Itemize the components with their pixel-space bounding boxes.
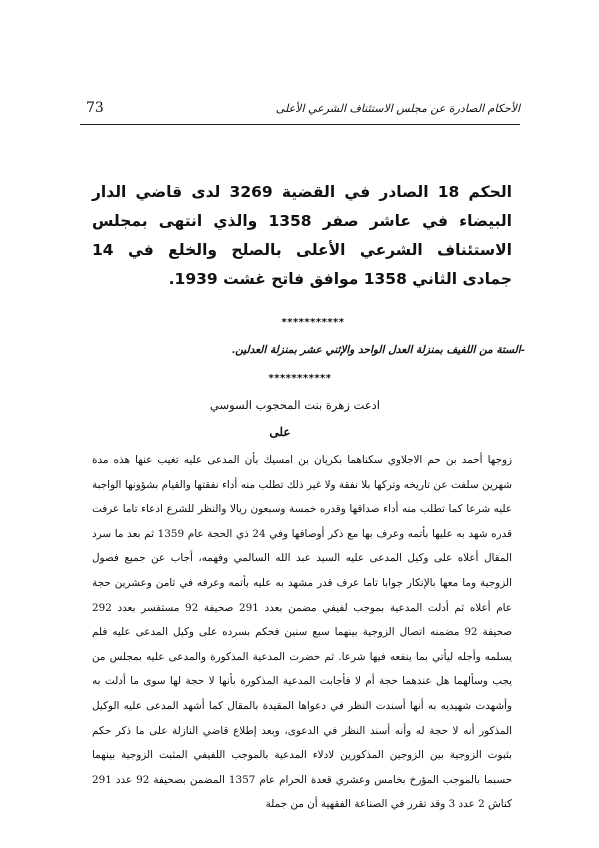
judgment-title: الحكم 18 الصادر في القضية 3269 لدى قاضي الدار البيضاء في عاشر صفر 1358 والذي انتهى بمجلس الاستئناف الشرعي الأعلى بالصلح والخلع في 14 جمادى الثاني 1358 موافق فاتح غشت 1939. — [92, 183, 512, 288]
body-paragraph: زوجها أحمد بن حم الاجلاوي سكناهما بكريان بن امسيك بأن المدعى عليه تغيب عنها هذه مدة شهرين سلفت عن تاريخه وتركها بلا نفقة ولا غير ذلك تطلب منه أداء نفقتها والقيام بشؤونها الواجبة عليه شرعا كما تطلب منه أداء صداقها وقدره خمسة وسبعون ريالا والنظر للشرع ادعاء تاما عرفت قدره شهد به عليها بأتمه وعرف بها مع ذكر أوصافها وفي 24 ذي الحجة عام 1359 ثم بعد ما سرد المقال أعلاه على وكيل المدعى عليه السيد عبد الله السالمي وفهمه، أجاب عن جميع فصول الزوجية وما معها بالإنكار جوابا تاما عرف قدر مشهد به عليه بأتمه وعرفه في ثامن وعشرين حجة عام أعلاه ثم أدلت المدعية بموجب لفيفي مضمن بعدد 291 صحيفة 92 مستفسر بعدد 292 صحيفة 92 مضمنه اتصال الزوجية بينهما سبع سنين فحكم بسرده على وكيل المدعى عليه فلم يسلمه وأجله ليأتي بما ينفعه فيها شرعا. ثم حضرت المدعية المذكورة والمدعى عليه بمجلس من يجب وسألهما هل عندهما حجة أم لا فأجابت المدعية المذكورة بأنها لا حجة لها سوى ما أدلت به وأشهدت شهيديه به أنها أسندت النظر في دعواها المقيدة بالمقال كما أشهد المدعى عليه الوكيل المذكور أنه لا حجة له وأنه أسند النظر في الدعوى، وبعد إطلاع قاضي النازلة على ما ذكر حكم بثبوت الزوجية بين الزوجين المذكورين لادلاء المدعية بالموجب اللفيفي المثبت الزوجية بينهما حسبما بالموجب المؤرخ بخامس وعشري قعدة الحرام عام 1357 المضمن بصحيفة 92 عدد 291 كناش 2 عدد 3 وقد تقرر في الصناعة الفقهية أن من جملة — [92, 454, 513, 811]
separator-bottom: *********** — [268, 373, 332, 384]
against-label: على — [269, 425, 291, 439]
plaintiff-line: ادعت زهرة بنت المحجوب السوسي — [209, 398, 380, 412]
legal-note: -الستة من اللفيف بمنزلة العدل الواحد والإثني عشر بمنزلة العدلين. — [231, 344, 525, 356]
separator-top: *********** — [281, 317, 345, 328]
running-title: الأحكام الصادرة عن مجلس الاستئناف الشرعي الأعلى — [275, 102, 520, 115]
page-number: 73 — [86, 100, 104, 116]
page-header — [80, 100, 520, 130]
header-rule — [80, 124, 520, 125]
